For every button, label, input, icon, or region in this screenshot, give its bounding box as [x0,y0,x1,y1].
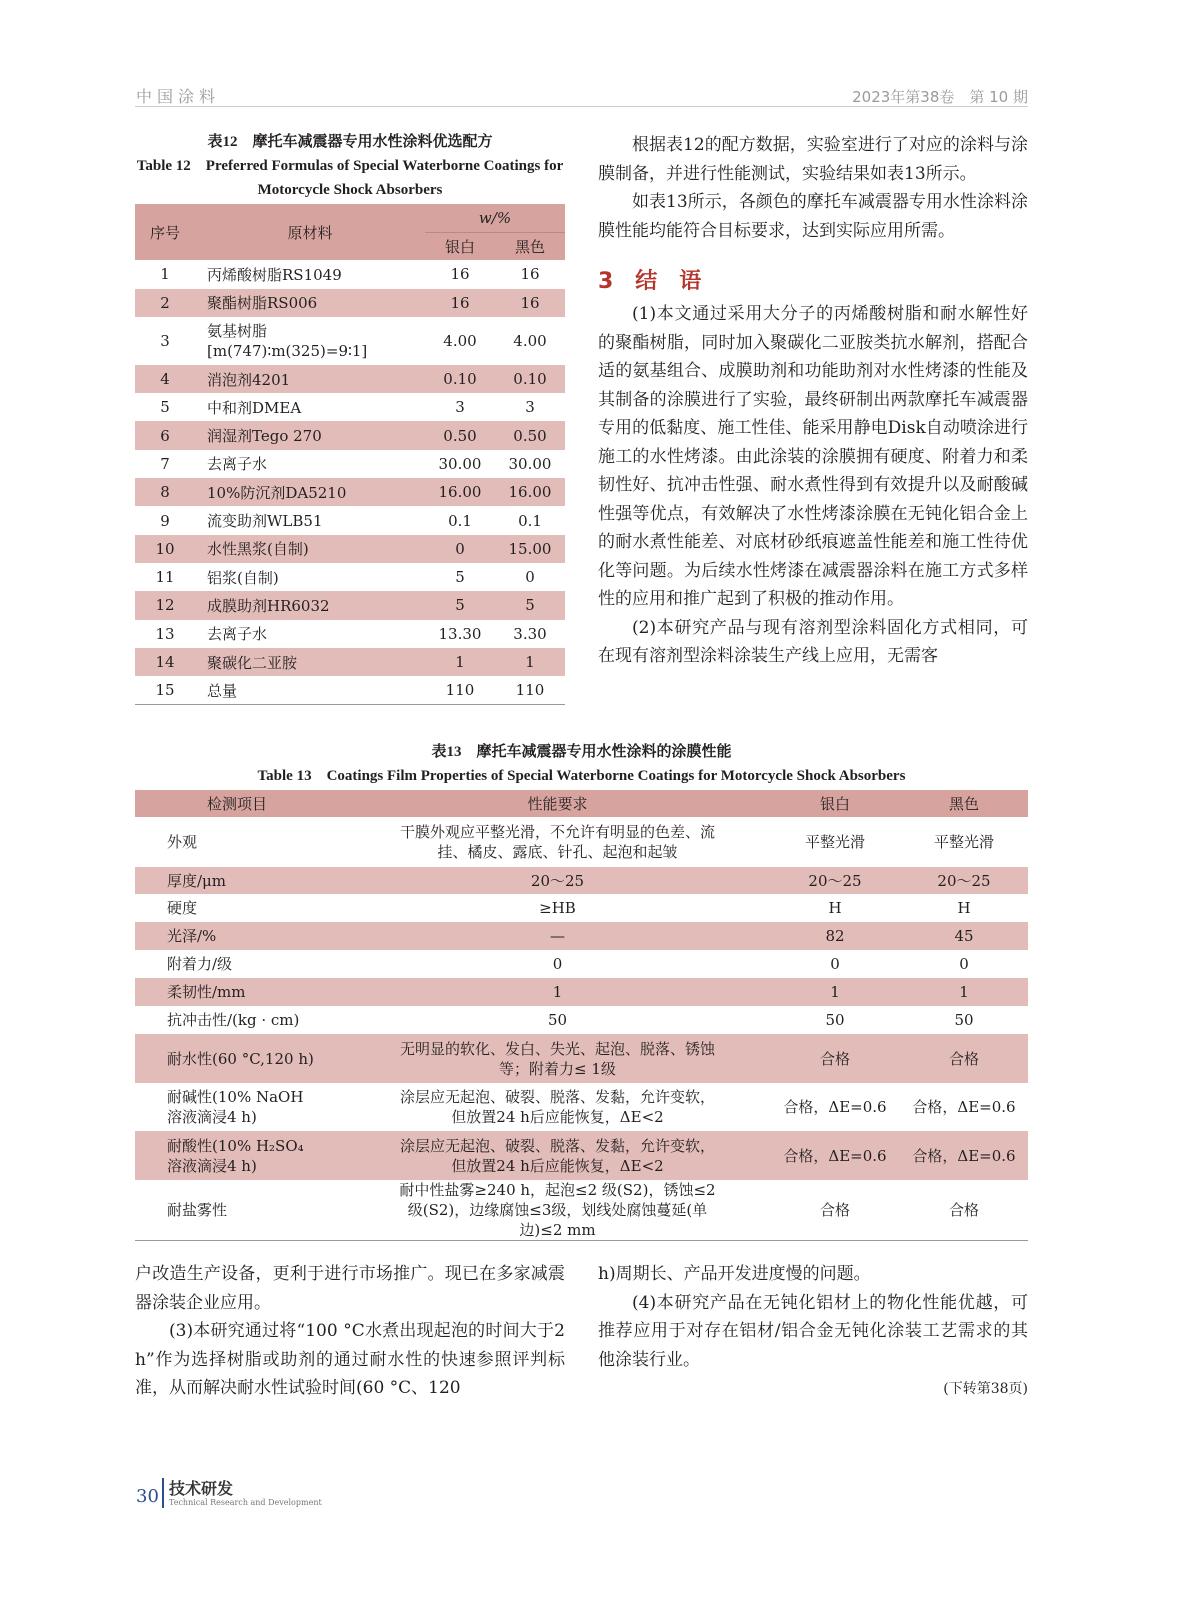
paragraph: 户改造生产设备，更利于进行市场推广。现已在多家减震器涂装企业应用。 [135,1264,565,1313]
table-row [135,676,565,704]
material-name: 成膜助剂HR6032 [207,596,330,615]
cell-item: 耐酸性(10% H₂SO₄溶液滴浸4 h) [167,1136,304,1175]
table12-title-cn: 表12 摩托车减震器专用水性涂料优选配方 [207,134,493,150]
table-row [135,620,565,648]
cell-item: 耐水性(60 °C,120 h) [167,1049,314,1068]
cell-no: 9 [160,511,170,530]
cell-no: 14 [155,653,175,671]
cell-material [195,620,425,648]
table-row [135,260,565,288]
cell-item: 附着力/级 [167,955,233,973]
cell-silver: 1 [455,653,465,671]
cell-silver: 50 [825,1011,845,1029]
cell-black: 0.50 [513,426,547,445]
cell-no: 4 [160,370,170,389]
table-row [135,393,565,421]
cell-black: 平整光滑 [933,833,994,851]
cell-item: 硬度 [167,899,198,917]
continued-note: (下转第38页) [943,1381,1028,1397]
paragraph: (3)本研究通过将“100 °C水煮出现起泡的时间大于2 h”作为选择树脂或助剂的通过耐水性的快速参照评判标准，从而解决耐水性试验时间(60 °C、120 [135,1321,565,1398]
bottom-right-text [598,1260,1028,1398]
cell-silver: 1 [830,983,840,1001]
table-row [135,894,1028,922]
cell-silver: 16 [450,265,470,284]
cell-material [195,421,425,449]
table13-caption [135,740,1028,788]
cell-black: 4.00 [513,331,547,350]
cell-silver: 0 [830,955,840,973]
table-row [135,563,565,591]
cell-silver: 30.00 [438,454,482,473]
cell-black: 3.30 [513,624,547,643]
header-material: 原材料 [287,223,333,242]
table12-block [135,130,565,705]
cell-silver: 110 [445,681,475,700]
cell-no: 2 [160,293,170,312]
material-name: 去离子水 [207,455,268,474]
cell-material [195,563,425,591]
cell-black: 45 [954,927,974,945]
table12-title-en: Table 12 Preferred Formulas of Special Waterborne Coatings for Motorcycle Shock Absorbers [136,158,564,198]
cell-requirement: 耐中性盐雾≥240 h，起泡≤2 级(S2)，锈蚀≤2级(S2)，边缘腐蚀≤3级，划线处腐蚀蔓延(单边)≤2 mm [399,1181,716,1239]
cell-requirement: — [550,927,565,945]
cell-black: 0.1 [518,511,542,530]
cell-material [195,591,425,619]
cell-requirement: 0 [552,955,563,973]
footer-section-en: Technical Research and Development [169,1498,322,1507]
header-black: 黑色 [514,237,545,256]
cell-requirement: 干膜外观应平整光滑，不允许有明显的色差、流挂、橘皮、露底、针孔、起泡和起皱 [399,823,715,861]
material-name: 润湿剂Tego 270 [207,427,322,446]
material-name: 丙烯酸树脂RS1049 [207,265,342,284]
cell-silver: 0.1 [448,511,472,530]
header-req: 性能要求 [527,794,588,813]
table-row [135,1034,1028,1083]
cell-material [195,450,425,478]
paragraph: h)周期长、产品开发进度慢的问题。 [598,1264,871,1284]
cell-silver: 0.50 [443,426,477,445]
table-row [135,648,565,676]
cell-black: 合格，ΔE=0.6 [912,1098,1016,1116]
material-name: 总量 [207,681,238,700]
footer-divider [162,1478,164,1508]
cell-black: 0 [959,955,969,973]
cell-black: 16.00 [508,483,552,502]
table-row [135,450,565,478]
material-ratio: [m(747)∶m(325)=9∶1] [207,341,368,360]
section-heading: 3 结 语 [598,269,702,294]
cell-black: 20～25 [937,871,991,890]
cell-material [195,365,425,393]
cell-black: H [957,899,971,917]
footer-section-cn: 技术研发 [169,1479,234,1498]
cell-silver: 16 [450,293,470,312]
paragraph: (1)本文通过采用大分子的丙烯酸树脂和耐水解性好的聚酯树脂，同时加入聚碳化二亚胺类抗水解剂，搭配合适的氨基组合、成膜助剂和功能助剂对水性烤漆的性能及其制备的涂膜进行了实验，最终研制出两款摩托车减震器专用的低黏度、施工性佳、能采用静电Disk自动喷涂进行施工的水性烤漆。由此涂装的涂膜拥有硬度、附着力和柔韧性好、抗冲击性强、耐水煮性得到有效提升以及耐酸碱性强等优点，有效解决了水性烤漆涂膜在无钝化铝合金上的耐水煮性能差、对底材砂纸痕遮盖性能差和施工性待优化等问题。为后续水性烤漆在减震器涂料在施工方式多样性的应用和推广起到了积极的推动作用。 [598,304,1028,609]
material-name: 水性黑浆(自制) [207,540,309,559]
material-name: 去离子水 [207,625,268,644]
table-header-row [135,204,565,232]
cell-material [195,535,425,563]
material-name: 氨基树脂 [207,321,268,340]
cell-no: 11 [155,568,175,587]
material-name: 中和剂DMEA [207,398,302,417]
cell-requirement: 50 [547,1011,568,1029]
journal-name: 中国涂料 [136,87,221,106]
header-unit: w/% [425,204,565,232]
cell-item: 耐碱性(10% NaOH溶液滴浸4 h) [167,1088,304,1126]
cell-no: 12 [155,596,175,615]
cell-requirement: 涂层应无起泡、破裂、脱落、发黏，允许变软，但放置24 h后应能恢复，ΔE<2 [399,1088,715,1126]
cell-no: 10 [155,539,175,558]
table-row [135,1083,1028,1131]
table13-title-en: Table 13 Coatings Film Properties of Special Waterborne Coatings for Motorcycle Shock Absorbers [257,768,906,784]
cell-silver: 合格，ΔE=0.6 [783,1146,887,1165]
table-row [135,317,565,365]
table-row [135,1006,1028,1034]
bottom-left-text [135,1260,565,1403]
cell-requirement: 涂层应无起泡、破裂、脱落、发黏，允许变软，但放置24 h后应能恢复，ΔE<2 [399,1136,715,1175]
table-header-row [135,790,1028,817]
table-row [135,289,565,317]
cell-black: 合格 [948,1201,979,1219]
paragraph: (4)本研究产品在无钝化铝材上的物化性能优越，可推荐应用于对存在铝材/铝合金无钝化涂装工艺需求的其他涂装行业。 [598,1292,1028,1370]
cell-no: 1 [160,265,170,284]
cell-no: 13 [155,624,175,643]
cell-silver: 5 [455,568,465,587]
table-row [135,1180,1028,1241]
cell-no: 5 [160,398,170,417]
material-name: 消泡剂4201 [207,370,291,389]
cell-silver: 0.10 [443,370,477,389]
cell-material [195,676,425,704]
cell-item: 抗冲击性/(kg · cm) [167,1011,300,1029]
page-number: 30 [136,1486,159,1507]
cell-silver: 0 [455,539,465,558]
cell-black: 合格，ΔE=0.6 [912,1146,1016,1165]
cell-black: 5 [525,596,535,615]
paragraph: (2)本研究产品与现有溶剂型涂料固化方式相同，可在现有溶剂型涂料涂装生产线上应用，无需客 [598,617,1028,666]
cell-material [195,317,425,365]
table-row [135,978,1028,1006]
material-name: 聚酯树脂RS006 [207,294,318,313]
table-12 [135,204,565,705]
cell-black: 1 [525,653,535,671]
table13-title-cn: 表13 摩托车减震器专用水性涂料的涂膜性能 [431,744,732,760]
table-row [135,365,565,393]
material-name: 聚碳化二亚胺 [207,653,298,672]
cell-black: 3 [525,398,535,417]
table-row [135,867,1028,894]
cell-material [195,648,425,676]
cell-no: 8 [160,483,170,502]
cell-silver: 3 [455,398,465,417]
table-row [135,817,1028,867]
table-row [135,535,565,563]
cell-silver: 13.30 [438,624,482,643]
paragraph: 根据表12的配方数据，实验室进行了对应的涂料与涂膜制备，并进行性能测试，实验结果如表13所示。 [598,135,1028,184]
table-row [135,421,565,449]
cell-silver: 平整光滑 [804,833,865,851]
table-row [135,950,1028,978]
header-item: 检测项目 [207,794,268,813]
cell-requirement: 1 [552,983,563,1001]
table-13 [135,790,1028,1241]
material-name: 流变助剂WLB51 [207,512,323,531]
cell-item: 外观 [167,833,198,851]
table-row [135,1131,1028,1180]
material-name: 10%防沉剂DA5210 [207,483,347,502]
cell-silver: 16.00 [438,483,482,502]
cell-silver: 合格 [819,1201,850,1219]
cell-no: 15 [155,681,175,700]
header-divider [135,106,1028,107]
cell-black: 16 [520,293,540,312]
cell-material [195,393,425,421]
cell-material [195,260,425,288]
cell-item: 耐盐雾性 [167,1201,228,1219]
cell-requirement: ≥HB [539,899,576,917]
header-no: 序号 [149,223,180,242]
cell-black: 0.10 [513,370,547,389]
cell-black: 110 [515,681,545,700]
cell-silver: 4.00 [443,331,477,350]
issue-info: 2023年第38卷 第 10 期 [852,88,1028,106]
right-top-text [598,131,1028,245]
cell-black: 15.00 [508,539,552,558]
cell-material [195,478,425,506]
cell-black: 合格 [948,1049,979,1068]
header-silver: 银白 [819,794,850,813]
cell-material [195,506,425,534]
cell-black: 50 [954,1011,974,1029]
cell-black: 16 [520,265,540,284]
cell-silver: 5 [455,596,465,615]
header-silver: 银白 [444,237,475,256]
table-row [135,922,1028,950]
conclusion-text [598,300,1028,671]
cell-item: 光泽/% [167,927,217,945]
table12-caption [135,130,565,202]
cell-item: 柔韧性/mm [167,983,246,1001]
cell-black: 30.00 [508,454,552,473]
table-row [135,591,565,619]
cell-no: 7 [160,454,170,473]
cell-requirement: 无明显的软化、发白、失光、起泡、脱落、锈蚀等；附着力≤ 1级 [399,1039,715,1078]
cell-silver: H [828,899,842,917]
table-row [135,478,565,506]
header-black: 黑色 [948,794,979,813]
table13-block [135,740,1028,1241]
cell-silver: 82 [825,927,845,945]
material-name: 铝浆(自制) [207,568,279,587]
cell-item: 厚度/μm [167,871,227,890]
table-row [135,506,565,534]
cell-silver: 合格，ΔE=0.6 [783,1098,887,1116]
cell-silver: 合格 [819,1049,850,1068]
cell-no: 3 [160,331,170,350]
cell-black: 0 [525,568,535,587]
paragraph: 如表13所示，各颜色的摩托车减震器专用水性涂料涂膜性能均能符合目标要求，达到实际应用所需。 [598,192,1028,241]
cell-silver: 20～25 [808,871,862,890]
cell-no: 6 [160,426,170,445]
cell-black: 1 [959,983,969,1001]
cell-requirement: 20～25 [530,871,585,890]
cell-material [195,289,425,317]
